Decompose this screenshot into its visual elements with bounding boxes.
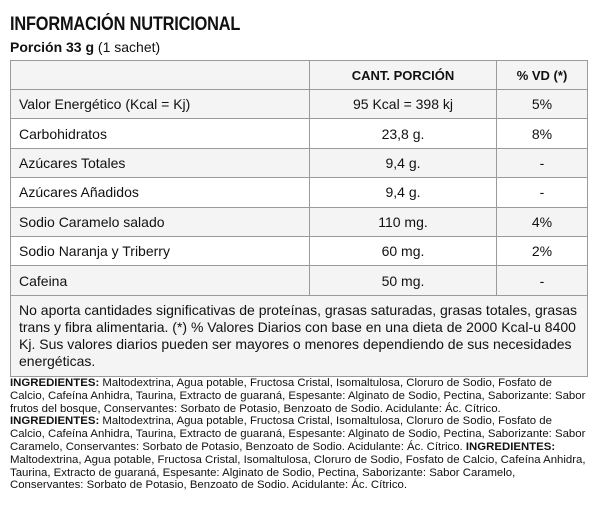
header-blank <box>11 61 310 90</box>
table-row <box>11 119 588 148</box>
table-row <box>11 266 588 295</box>
row-qty: 9,4 g. <box>310 148 497 177</box>
ingredients-list: Maltodextrina, Agua potable, Fructosa Cristal, Isomaltulosa, Cloruro de Sodio, Fosfato de Calcio, Cafeína Anhidra, Taurina, Extracto de guaraná, Espesante: Alginato de Sodio, Pectina, Saborizante: Sabor frutos del bosque, Conservantes: Sorbato de Potasio, Benzoato de Sodio. Acidulante: Ác. Cítrico. <box>10 377 586 415</box>
ingredients-label: INGREDIENTES: <box>10 377 100 389</box>
table-row <box>11 178 588 207</box>
ingredients-list: Maltodextrina, Agua potable, Fructosa Cristal, Isomaltulosa, Cloruro de Sodio, Fosfato de Calcio, Cafeína Anhidra, Taurina, Extracto de guaraná, Espesante: Alginato de Sodio, Pectina, Saborizante: Sabor Caramelo, Conservantes: Sorbato de Potasio, Benzoato de Sodio. Acidulante: Ác. Cítrico. <box>10 415 586 453</box>
table-row <box>11 90 588 119</box>
row-vd: 2% <box>497 236 588 265</box>
row-name: Carbohidratos <box>11 119 310 148</box>
row-vd: - <box>497 178 588 207</box>
nutrition-footnote: No aporta cantidades significativas de proteínas, grasas saturadas, grasas totales, grasas trans y fibra alimentaria. (*) % Valores Diarios con base en una dieta de 2000 Kcal-u 8400 Kj. Sus valores diarios pueden ser mayores o menores dependiendo de sus necesidades energéticas. <box>11 295 588 376</box>
header-vd: % VD (*) <box>497 61 588 90</box>
label-title: INFORMACIÓN NUTRICIONAL <box>10 14 241 35</box>
portion-bold: Porción 33 g <box>10 39 95 55</box>
ingredients-label: INGREDIENTES: <box>10 415 100 428</box>
table-row <box>11 236 588 265</box>
table-row <box>11 207 588 236</box>
row-vd: 5% <box>497 90 588 119</box>
table-note-row <box>11 295 588 376</box>
row-qty: 110 mg. <box>310 207 497 236</box>
table-row <box>11 148 588 177</box>
row-name: Azúcares Añadidos <box>11 178 310 207</box>
portion-size <box>10 39 160 55</box>
row-qty: 60 mg. <box>310 236 497 265</box>
table-header-row <box>11 61 588 90</box>
row-vd: - <box>497 148 588 177</box>
row-vd: - <box>497 266 588 295</box>
ingredients-label: INGREDIENTES: <box>465 440 556 453</box>
portion-detail: (1 sachet) <box>94 39 161 55</box>
row-vd: 4% <box>497 207 588 236</box>
row-name: Sodio Caramelo salado <box>11 207 310 236</box>
row-qty: 9,4 g. <box>310 178 497 207</box>
header-qty: CANT. PORCIÓN <box>310 61 497 90</box>
row-name: Sodio Naranja y Triberry <box>11 236 310 265</box>
row-qty: 95 Kcal = 398 kj <box>310 90 497 119</box>
row-name: Valor Energético (Kcal = Kj) <box>11 90 310 119</box>
row-vd: 8% <box>497 119 588 148</box>
row-qty: 50 mg. <box>310 266 497 295</box>
ingredients-list: Maltodextrina, Agua potable, Fructosa Cristal, Isomaltulosa, Cloruro de Sodio, Fosfato de Calcio, Cafeína Anhidra, Taurina, Extracto de guaraná, Espesante: Alginato de Sodio, Pectina, Saborizante: Sabor Caramelo, Conservantes: Sorbato de Potasio, Benzoato de Sodio. Acidulante: Ác. Cítrico. <box>10 453 586 492</box>
nutrition-table <box>10 60 588 377</box>
row-name: Cafeina <box>11 266 310 295</box>
ingredients-text <box>10 377 588 492</box>
row-name: Azúcares Totales <box>11 148 310 177</box>
row-qty: 23,8 g. <box>310 119 497 148</box>
